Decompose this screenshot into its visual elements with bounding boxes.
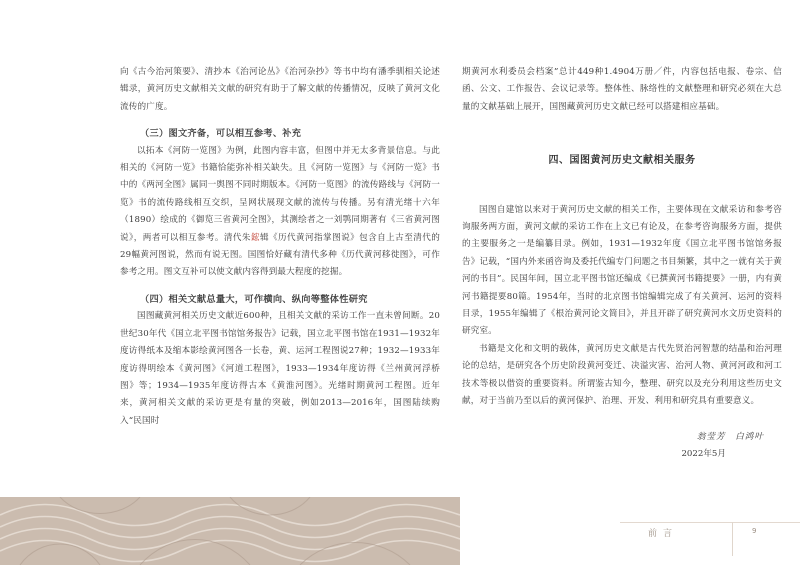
signature-names: 翁莹芳 白鸿叶 <box>696 431 764 442</box>
continued-paragraph: 期黄河水利委员会档案”总计449种1.4904万册／件，内容包括电报、卷宗、信函、公文、工作报告、会议记录等。整体性、脉络性的文献整理和研究必须在大总量的文献基础上展开，国图藏黄河历史文献已经可以搭建相应基础。 <box>462 67 782 112</box>
signature-date: 2022年5月 <box>681 448 726 459</box>
right-column <box>462 64 782 463</box>
section-title: 四、国图黄河历史文献相关服务 <box>548 155 696 167</box>
signature-block <box>462 429 782 464</box>
highlighted-character: 鋐 <box>250 232 260 243</box>
section-3-heading: （三）图文齐备，可以相互参考、补充 <box>140 128 302 140</box>
wave-pattern-decoration <box>0 497 460 565</box>
footer-label: 前言 <box>648 529 679 539</box>
footer-divider <box>732 522 733 556</box>
page-number: 9 <box>752 527 757 535</box>
left-column <box>120 64 440 430</box>
footer-bar <box>620 522 800 557</box>
section-3-text-a: 以拓本《河防一览图》为例，此图内容丰富，但图中并无太多背景信息。与此相关的《河防一览》书籍恰能弥补相关缺失。且《河防一览图》与《河防一览》书中的《两河全图》属同一舆图不同时期版本。《河防一览图》的流传路线与《河防一览》书的流传路线相互交织，呈网状展现文献的流传与传播。另有清光绪十六年（1890）绘成的《御览三省黄河全图》，其测绘者之一刘鹗同期著有《三省黄河图说》，两者可以相互参考。清代朱 <box>120 145 440 243</box>
section-4-paragraph: 国图藏黄河相关历史文献近600种，且相关文献的采访工作一直未曾间断。20世纪30年代《国立北平图书馆馆务报告》记载，国立北平图书馆在1931—1932年度访得纸本及缩本影绘黄河图各一长卷，黄、运河工程图说27种；1932—1933年度访得明绘本《黄河图》《河道工程图》，1933—1934年度访得《兰州黄河浮桥图》等；1934—1935年度访得古本《黄淮河图》。光绪时期黄河工程图。近年来，黄河相关文献的采访更是有量的突破，例如2013—2016年，国图陆续购入“民国时 <box>120 311 440 426</box>
closing-paragraph: 书籍是文化和文明的载体，黄河历史文献是古代先贤治河智慧的结晶和治河理论的总结，是研究各个历史阶段黄河变迁、决溢灾害、治河人物、黄河河政和河工技术等极以借资的重要资料。所谓鉴古知今，整理、研究以及充分利用这些历史文献，对于当前乃至以后的黄河保护、治理、开发、利用和研究具有重要意义。 <box>462 343 782 407</box>
intro-paragraph: 向《古今治河策要》、清抄本《治河论丛》《治河杂抄》等书中均有潘季驯相关论述辑录，黄河历史文献相关文献的研究有助于了解文献的传播情况，反映了黄河文化流传的广度。 <box>120 67 440 112</box>
services-paragraph: 国图自建馆以来对于黄河历史文献的相关工作，主要体现在文献采访和参考咨询服务两方面，黄河文献的采访工作在上文已有论及，在参考咨询服务方面，提供的主要服务之一是编纂目录。例如，1931—1932年度《国立北平图书馆馆务报告》记载，“国内外来函咨询及委托代编专门问题之书目频繁，其中之一就有关于黄河的书目”。民国年间，国立北平图书馆还编成《已撰黄河书籍提要》一册，内有黄河书籍提要80篇。1954年，当时的北京图书馆编辑完成了有关黄河、运河的资料目录，1955年编辑了《根治黄河论文简目》，并且开辟了研究黄河水文历史资料的研究室。 <box>462 204 782 337</box>
wave-pattern-icon <box>0 497 460 565</box>
section-4-heading: （四）相关文献总量大，可作横向、纵向等整体性研究 <box>140 293 368 305</box>
section-3-paragraph <box>120 143 440 282</box>
section-3-text-b: 辑《历代黄河指掌图说》包含自上古至清代的29幅黄河图说，然而有说无图。国图恰好藏有清代多种《历代黄河移徙图》，可作参考之用。图文互补可以使文献内容得到最大程度的挖掘。 <box>120 232 440 278</box>
